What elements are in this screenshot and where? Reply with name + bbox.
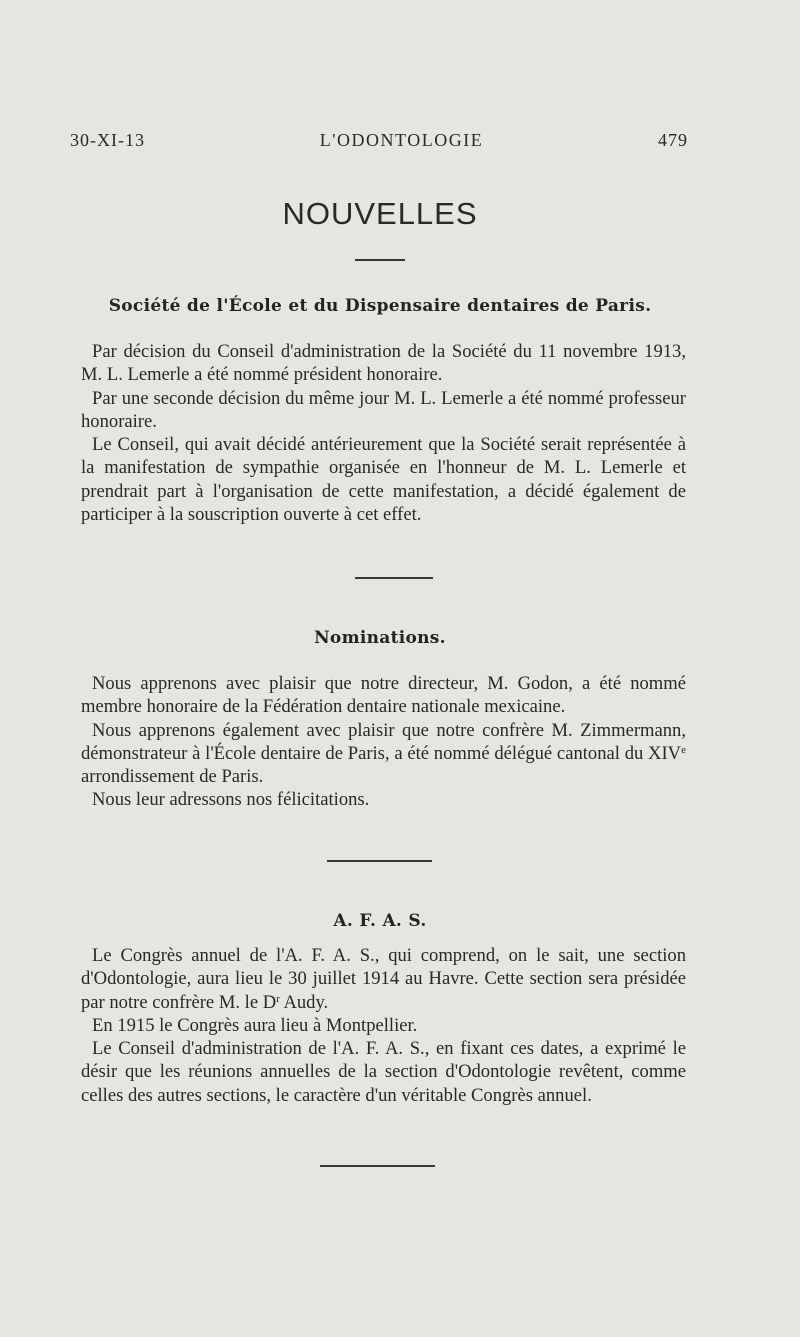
paragraph: Le Conseil, qui avait décidé antérieurement que la Société serait représentée à la manifestation de sympathie organisée en l'honneur de M. L. Lemerle et prendrait part à l'organisation de cette manifestation, a décidé également de participer à la souscription ouverte à cet effet. xyxy=(81,434,686,526)
paragraph: Le Congrès annuel de l'A. F. A. S., qui comprend, on le sait, une section d'Odontologie, aura lieu le 30 juillet 1914 au Havre. Cette section sera présidée par notre confrère M. le $D^r$ Audy. xyxy=(81,945,686,1013)
section-title-societe: Société de l'École et du Dispensaire dentaires de Paris. xyxy=(108,296,652,316)
section-body-nominations xyxy=(81,672,686,812)
paragraph: En 1915 le Congrès aura lieu à Montpellier. xyxy=(92,1014,418,1036)
paragraph: Nous leur adressons nos félicitations. xyxy=(92,789,370,811)
section-body-afas xyxy=(81,944,686,1107)
section-divider xyxy=(355,577,433,579)
title-rule xyxy=(355,259,405,261)
section-divider xyxy=(320,1165,435,1167)
paragraph: Par une seconde décision du même jour M. L. Lemerle a été nommé professeur honoraire. xyxy=(81,387,686,432)
header-date: 30-XI-13 xyxy=(70,130,145,150)
running-header xyxy=(70,130,688,151)
paragraph: Nous apprenons avec plaisir que notre directeur, M. Godon, a été nommé membre honoraire de la Fédération dentaire nationale mexicaine. xyxy=(81,673,686,718)
page-title: NOUVELLES xyxy=(282,196,478,231)
section-title-afas: A. F. A. S. xyxy=(333,911,427,931)
paragraph: Le Conseil d'administration de l'A. F. A. S., en fixant ces dates, a exprimé le désir que les réunions annuelles de la section d'Odontologie revêtent, comme celles des autres sections, le caractère d'un véritable Congrès annuel. xyxy=(81,1038,686,1106)
page-number: 479 xyxy=(658,130,688,150)
section-title-nominations: Nominations. xyxy=(314,628,446,648)
journal-title: L'ODONTOLOGIE xyxy=(319,130,484,150)
section-divider xyxy=(327,860,432,862)
paragraph: Par décision du Conseil d'administration de la Société du 11 novembre 1913, M. L. Lemerle a été nommé président honoraire. xyxy=(81,341,686,386)
paragraph: Nous apprenons également avec plaisir que notre confrère M. Zimmermann, démonstrateur à l'École dentaire de Paris, a été nommé délégué cantonal du XIVe arrondissement de Paris. xyxy=(81,719,686,788)
section-body-societe xyxy=(81,340,686,526)
